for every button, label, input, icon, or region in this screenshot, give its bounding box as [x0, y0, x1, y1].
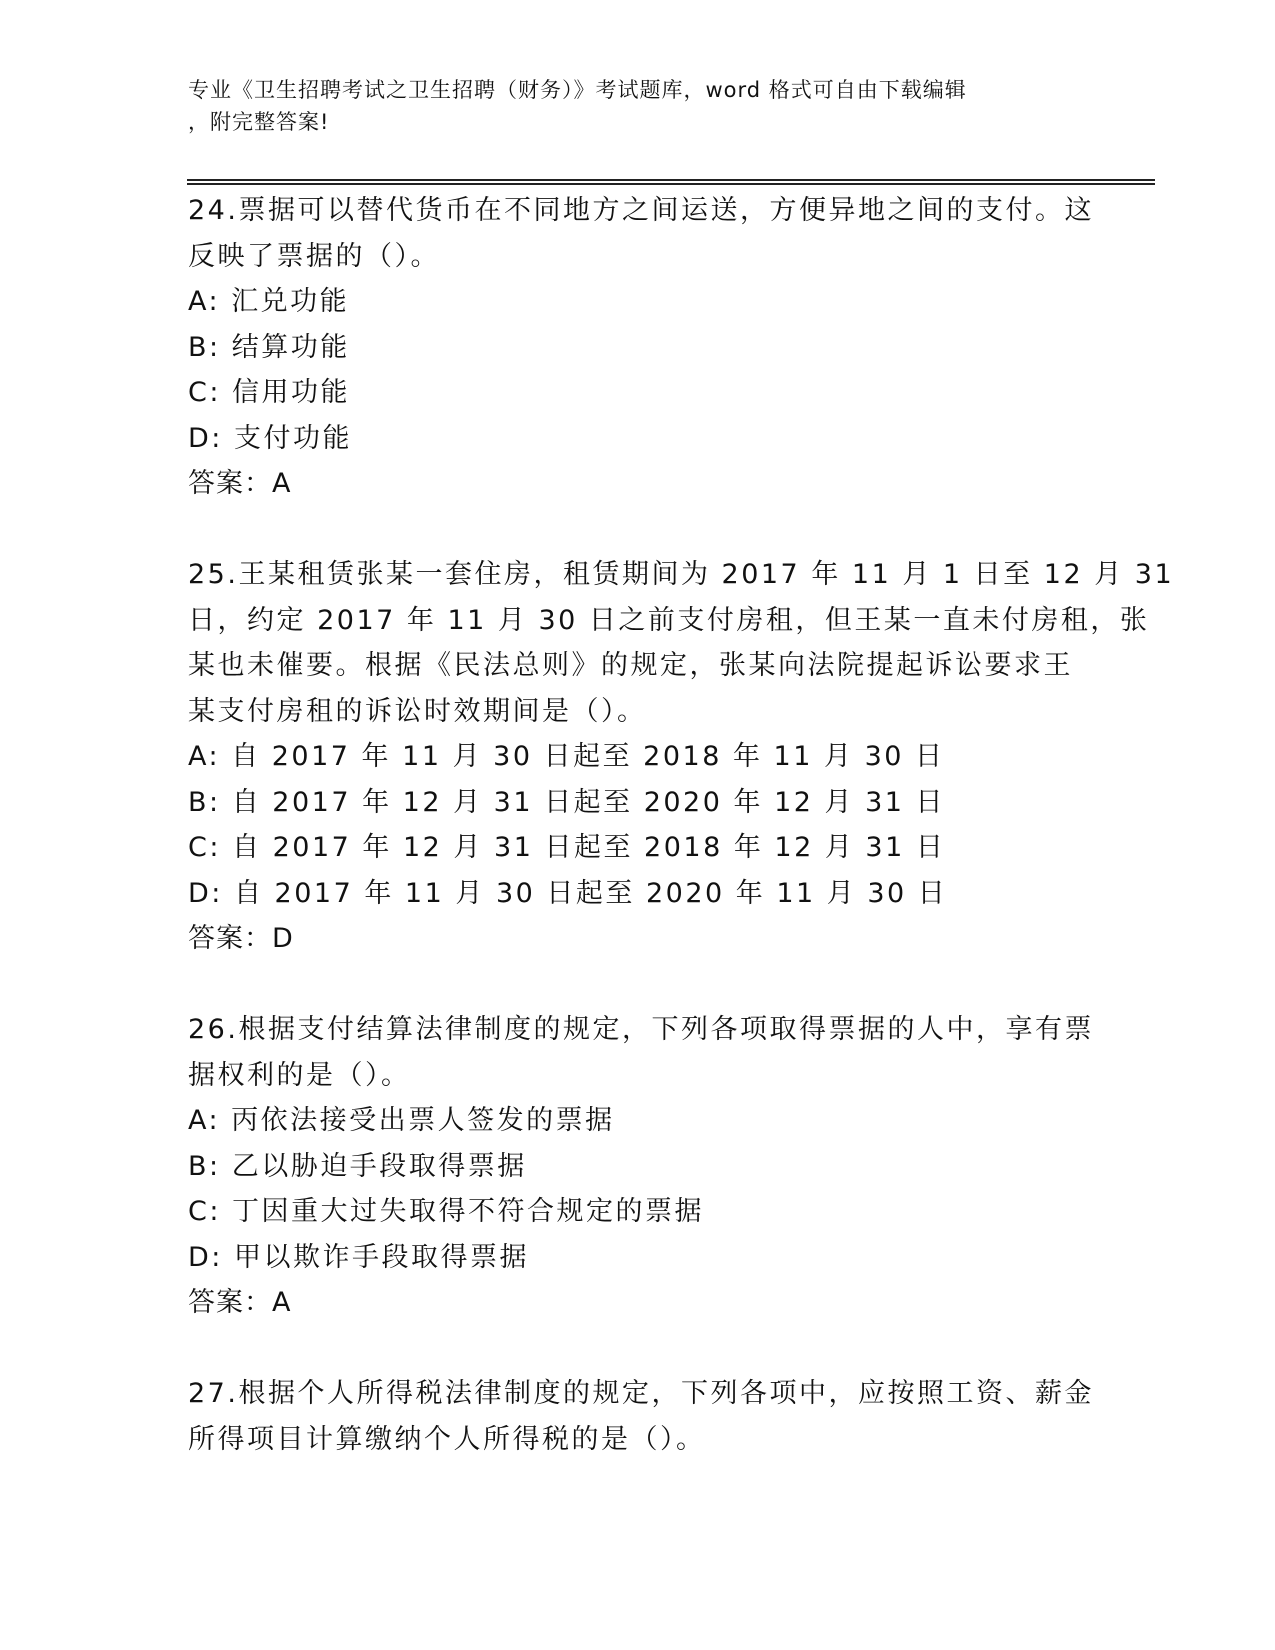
option-c: C: 自 2017 年 12 月 31 日起至 2018 年 12 月 31 日: [188, 832, 946, 863]
option-c: C: 信用功能: [188, 377, 351, 408]
question-spacer: [188, 507, 1088, 553]
option-b: B: 结算功能: [188, 331, 350, 363]
question-stem-line: 26.根据支付结算法律制度的规定，下列各项取得票据的人中，享有票: [188, 1014, 1094, 1045]
option-a: A: 自 2017 年 11 月 30 日起至 2018 年 11 月 30 日: [188, 741, 945, 772]
option-b: B: 自 2017 年 12 月 31 日起至 2020 年 12 月 31 日: [188, 786, 946, 818]
question-stem-line: 某也未催要。根据《民法总则》的规定，张某向法院提起诉讼要求王: [188, 650, 1073, 681]
document-header: [188, 74, 1088, 138]
question-stem-line: 反映了票据的（）。: [188, 240, 440, 272]
question-stem-line: 某支付房租的诉讼时效期间是（）。: [188, 695, 647, 727]
option-c: C: 丁因重大过失取得不符合规定的票据: [188, 1196, 705, 1227]
option-a: A: 丙依法接受出票人签发的票据: [188, 1105, 615, 1136]
question-25: [188, 552, 1175, 962]
question-stem-line: 据权利的是（）。: [188, 1059, 411, 1091]
question-stem-line: 日，约定 2017 年 11 月 30 日之前支付房租，但王某一直未付房租，张: [188, 604, 1150, 636]
question-stem-line: 25.王某租赁张某一套住房，租赁期间为 2017 年 11 月 1 日至 12 月 31: [188, 559, 1175, 590]
option-a: A: 汇兑功能: [188, 286, 350, 317]
option-b: B: 乙以胁迫手段取得票据: [188, 1150, 527, 1182]
answer-text: 答案：A: [188, 1287, 292, 1318]
question-stem-line: 24.票据可以替代货币在不同地方之间运送，方便异地之间的支付。这: [188, 195, 1094, 226]
option-d: D: 甲以欺诈手段取得票据: [188, 1241, 529, 1273]
question-stem-line: 27.根据个人所得税法律制度的规定，下列各项中，应按照工资、薪金: [188, 1378, 1094, 1409]
answer-text: 答案：D: [188, 923, 294, 954]
header-line: ，附完整答案!: [188, 110, 330, 134]
question-spacer: [188, 1326, 1088, 1372]
question-stem: [188, 552, 1175, 734]
question-spacer: [188, 962, 1088, 1008]
question-list: [188, 188, 1175, 1462]
header-line: 专业《卫生招聘考试之卫生招聘（财务）》考试题库，word 格式可自由下载编辑: [188, 78, 967, 102]
option-d: D: 自 2017 年 11 月 30 日起至 2020 年 11 月 30 日: [188, 877, 948, 909]
question-stem: [188, 188, 1094, 279]
question-stem: [188, 1007, 1094, 1098]
header-divider: [187, 183, 1155, 185]
answer-text: 答案：A: [188, 468, 292, 499]
question-24: [188, 188, 1094, 507]
question-27: [188, 1371, 1094, 1462]
question-26: [188, 1007, 1094, 1326]
question-stem: [188, 1371, 1094, 1462]
header-divider: [187, 179, 1155, 181]
option-d: D: 支付功能: [188, 422, 352, 454]
question-stem-line: 所得项目计算缴纳个人所得税的是（）。: [188, 1423, 706, 1455]
